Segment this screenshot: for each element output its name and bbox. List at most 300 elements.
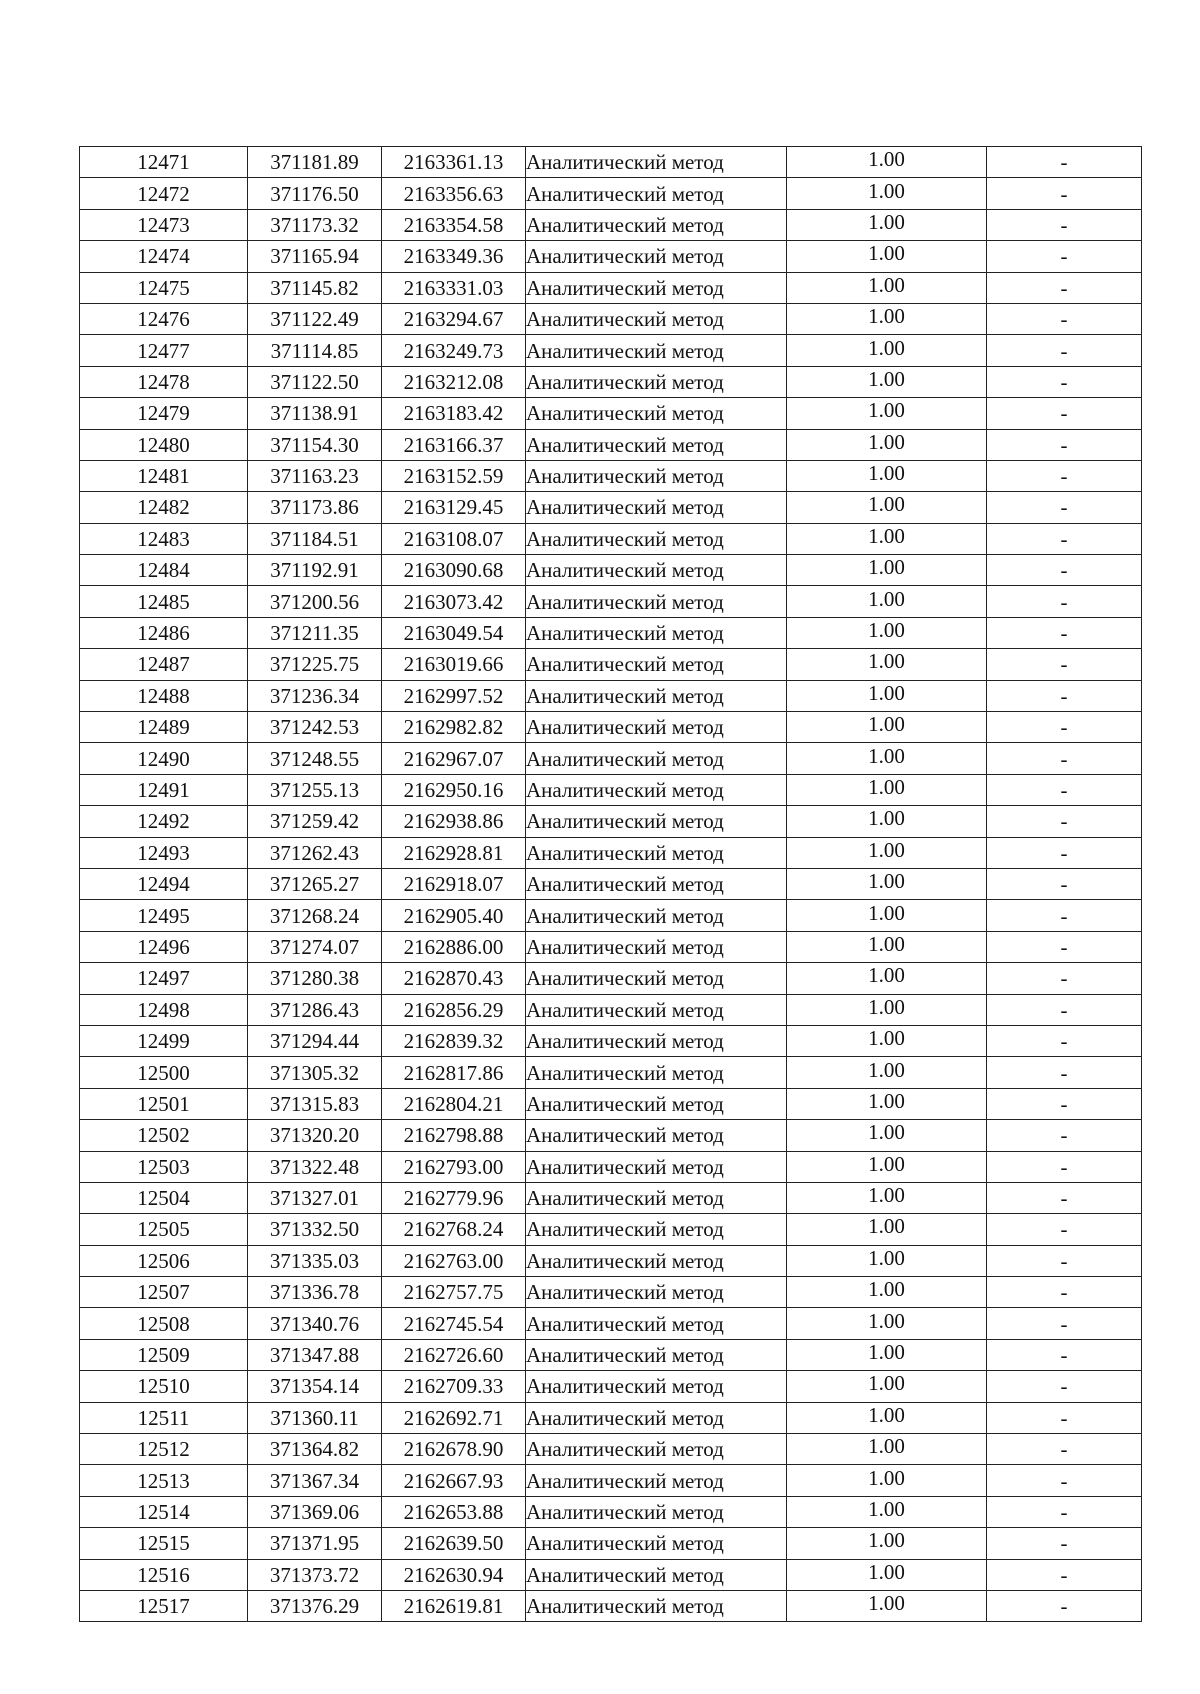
accuracy-cell bbox=[787, 1277, 987, 1308]
x-coordinate-cell: 371315.83 bbox=[248, 1088, 382, 1119]
y-coordinate-cell: 2162856.29 bbox=[382, 994, 526, 1025]
table-row bbox=[80, 555, 1142, 586]
y-coordinate-cell: 2162779.96 bbox=[382, 1182, 526, 1213]
table-row bbox=[80, 523, 1142, 554]
y-coordinate-cell: 2163129.45 bbox=[382, 492, 526, 523]
accuracy-cell bbox=[787, 680, 987, 711]
y-coordinate-cell: 2162678.90 bbox=[382, 1434, 526, 1465]
y-coordinate-cell: 2162709.33 bbox=[382, 1371, 526, 1402]
accuracy-cell bbox=[787, 963, 987, 994]
note-cell: - bbox=[987, 147, 1142, 178]
note-cell: - bbox=[987, 1308, 1142, 1339]
x-coordinate-cell: 371354.14 bbox=[248, 1371, 382, 1402]
accuracy-cell-value: 1.00 bbox=[868, 963, 905, 988]
y-coordinate-cell: 2163090.68 bbox=[382, 555, 526, 586]
point-number-cell: 12507 bbox=[80, 1277, 248, 1308]
accuracy-cell-value: 1.00 bbox=[868, 1057, 905, 1082]
note-cell: - bbox=[987, 335, 1142, 366]
method-cell: Аналитический метод bbox=[526, 900, 787, 931]
accuracy-cell-value: 1.00 bbox=[868, 461, 905, 486]
note-cell: - bbox=[987, 837, 1142, 868]
point-number-cell: 12516 bbox=[80, 1559, 248, 1590]
method-cell: Аналитический метод bbox=[526, 1245, 787, 1276]
note-cell: - bbox=[987, 1182, 1142, 1213]
note-cell: - bbox=[987, 1496, 1142, 1527]
point-number-cell: 12509 bbox=[80, 1339, 248, 1370]
point-number-cell: 12474 bbox=[80, 241, 248, 272]
accuracy-cell bbox=[787, 586, 987, 617]
point-number-cell: 12482 bbox=[80, 492, 248, 523]
accuracy-cell bbox=[787, 806, 987, 837]
y-coordinate-cell: 2163166.37 bbox=[382, 429, 526, 460]
point-number-cell: 12485 bbox=[80, 586, 248, 617]
point-number-cell: 12483 bbox=[80, 523, 248, 554]
note-cell: - bbox=[987, 1245, 1142, 1276]
point-number-cell: 12494 bbox=[80, 868, 248, 899]
coordinates-table-body bbox=[80, 147, 1142, 1622]
point-number-cell: 12505 bbox=[80, 1214, 248, 1245]
method-cell: Аналитический метод bbox=[526, 1088, 787, 1119]
note-cell: - bbox=[987, 963, 1142, 994]
point-number-cell: 12510 bbox=[80, 1371, 248, 1402]
method-cell: Аналитический метод bbox=[526, 743, 787, 774]
note-cell: - bbox=[987, 1339, 1142, 1370]
point-number-cell: 12501 bbox=[80, 1088, 248, 1119]
accuracy-cell-value: 1.00 bbox=[868, 680, 905, 705]
table-row bbox=[80, 241, 1142, 272]
x-coordinate-cell: 371114.85 bbox=[248, 335, 382, 366]
accuracy-cell bbox=[787, 837, 987, 868]
note-cell: - bbox=[987, 1151, 1142, 1182]
y-coordinate-cell: 2162905.40 bbox=[382, 900, 526, 931]
table-row bbox=[80, 774, 1142, 805]
y-coordinate-cell: 2162763.00 bbox=[382, 1245, 526, 1276]
point-number-cell: 12488 bbox=[80, 680, 248, 711]
table-row bbox=[80, 1465, 1142, 1496]
x-coordinate-cell: 371165.94 bbox=[248, 241, 382, 272]
accuracy-cell-value: 1.00 bbox=[868, 806, 905, 831]
y-coordinate-cell: 2163073.42 bbox=[382, 586, 526, 617]
table-row bbox=[80, 680, 1142, 711]
point-number-cell: 12477 bbox=[80, 335, 248, 366]
accuracy-cell-value: 1.00 bbox=[868, 712, 905, 737]
accuracy-cell-value: 1.00 bbox=[868, 837, 905, 862]
note-cell: - bbox=[987, 712, 1142, 743]
accuracy-cell bbox=[787, 1120, 987, 1151]
accuracy-cell-value: 1.00 bbox=[868, 900, 905, 925]
accuracy-cell-value: 1.00 bbox=[868, 1340, 905, 1365]
table-row bbox=[80, 398, 1142, 429]
point-number-cell: 12508 bbox=[80, 1308, 248, 1339]
accuracy-cell bbox=[787, 1590, 987, 1621]
note-cell: - bbox=[987, 1402, 1142, 1433]
point-number-cell: 12515 bbox=[80, 1528, 248, 1559]
accuracy-cell bbox=[787, 1465, 987, 1496]
method-cell: Аналитический метод bbox=[526, 523, 787, 554]
method-cell: Аналитический метод bbox=[526, 837, 787, 868]
x-coordinate-cell: 371347.88 bbox=[248, 1339, 382, 1370]
accuracy-cell-value: 1.00 bbox=[868, 178, 905, 203]
table-row bbox=[80, 1245, 1142, 1276]
method-cell: Аналитический метод bbox=[526, 994, 787, 1025]
accuracy-cell-value: 1.00 bbox=[868, 241, 905, 266]
table-row bbox=[80, 147, 1142, 178]
note-cell: - bbox=[987, 1559, 1142, 1590]
note-cell: - bbox=[987, 178, 1142, 209]
method-cell: Аналитический метод bbox=[526, 1214, 787, 1245]
y-coordinate-cell: 2162630.94 bbox=[382, 1559, 526, 1590]
accuracy-cell bbox=[787, 1371, 987, 1402]
y-coordinate-cell: 2163356.63 bbox=[382, 178, 526, 209]
y-coordinate-cell: 2162967.07 bbox=[382, 743, 526, 774]
y-coordinate-cell: 2162886.00 bbox=[382, 931, 526, 962]
accuracy-cell bbox=[787, 398, 987, 429]
point-number-cell: 12517 bbox=[80, 1590, 248, 1621]
x-coordinate-cell: 371274.07 bbox=[248, 931, 382, 962]
accuracy-cell bbox=[787, 1214, 987, 1245]
point-number-cell: 12511 bbox=[80, 1402, 248, 1433]
y-coordinate-cell: 2162619.81 bbox=[382, 1590, 526, 1621]
note-cell: - bbox=[987, 429, 1142, 460]
accuracy-cell bbox=[787, 1057, 987, 1088]
note-cell: - bbox=[987, 806, 1142, 837]
x-coordinate-cell: 371280.38 bbox=[248, 963, 382, 994]
point-number-cell: 12498 bbox=[80, 994, 248, 1025]
x-coordinate-cell: 371154.30 bbox=[248, 429, 382, 460]
accuracy-cell-value: 1.00 bbox=[868, 649, 905, 674]
method-cell: Аналитический метод bbox=[526, 931, 787, 962]
note-cell: - bbox=[987, 1277, 1142, 1308]
accuracy-cell bbox=[787, 617, 987, 648]
x-coordinate-cell: 371242.53 bbox=[248, 712, 382, 743]
table-row bbox=[80, 1402, 1142, 1433]
x-coordinate-cell: 371371.95 bbox=[248, 1528, 382, 1559]
method-cell: Аналитический метод bbox=[526, 555, 787, 586]
note-cell: - bbox=[987, 1088, 1142, 1119]
x-coordinate-cell: 371176.50 bbox=[248, 178, 382, 209]
accuracy-cell bbox=[787, 209, 987, 240]
note-cell: - bbox=[987, 398, 1142, 429]
table-row bbox=[80, 1151, 1142, 1182]
point-number-cell: 12506 bbox=[80, 1245, 248, 1276]
note-cell: - bbox=[987, 1214, 1142, 1245]
accuracy-cell bbox=[787, 241, 987, 272]
table-row bbox=[80, 837, 1142, 868]
point-number-cell: 12490 bbox=[80, 743, 248, 774]
accuracy-cell-value: 1.00 bbox=[868, 1026, 905, 1051]
table-row bbox=[80, 931, 1142, 962]
note-cell: - bbox=[987, 680, 1142, 711]
y-coordinate-cell: 2162938.86 bbox=[382, 806, 526, 837]
note-cell: - bbox=[987, 241, 1142, 272]
y-coordinate-cell: 2162798.88 bbox=[382, 1120, 526, 1151]
y-coordinate-cell: 2162653.88 bbox=[382, 1496, 526, 1527]
x-coordinate-cell: 371364.82 bbox=[248, 1434, 382, 1465]
x-coordinate-cell: 371367.34 bbox=[248, 1465, 382, 1496]
y-coordinate-cell: 2162667.93 bbox=[382, 1465, 526, 1496]
note-cell: - bbox=[987, 994, 1142, 1025]
accuracy-cell bbox=[787, 178, 987, 209]
accuracy-cell-value: 1.00 bbox=[868, 618, 905, 643]
note-cell: - bbox=[987, 460, 1142, 491]
table-row bbox=[80, 1308, 1142, 1339]
method-cell: Аналитический метод bbox=[526, 1277, 787, 1308]
y-coordinate-cell: 2163294.67 bbox=[382, 303, 526, 334]
point-number-cell: 12496 bbox=[80, 931, 248, 962]
accuracy-cell-value: 1.00 bbox=[868, 492, 905, 517]
y-coordinate-cell: 2162726.60 bbox=[382, 1339, 526, 1370]
accuracy-cell-value: 1.00 bbox=[868, 1591, 905, 1616]
accuracy-cell bbox=[787, 1025, 987, 1056]
accuracy-cell-value: 1.00 bbox=[868, 429, 905, 454]
y-coordinate-cell: 2163183.42 bbox=[382, 398, 526, 429]
note-cell: - bbox=[987, 209, 1142, 240]
method-cell: Аналитический метод bbox=[526, 806, 787, 837]
y-coordinate-cell: 2163152.59 bbox=[382, 460, 526, 491]
accuracy-cell bbox=[787, 335, 987, 366]
method-cell: Аналитический метод bbox=[526, 712, 787, 743]
method-cell: Аналитический метод bbox=[526, 241, 787, 272]
accuracy-cell-value: 1.00 bbox=[868, 1088, 905, 1113]
method-cell: Аналитический метод bbox=[526, 963, 787, 994]
table-row bbox=[80, 335, 1142, 366]
note-cell: - bbox=[987, 1025, 1142, 1056]
x-coordinate-cell: 371145.82 bbox=[248, 272, 382, 303]
accuracy-cell-value: 1.00 bbox=[868, 1496, 905, 1521]
method-cell: Аналитический метод bbox=[526, 1057, 787, 1088]
y-coordinate-cell: 2162870.43 bbox=[382, 963, 526, 994]
method-cell: Аналитический метод bbox=[526, 303, 787, 334]
y-coordinate-cell: 2163212.08 bbox=[382, 366, 526, 397]
accuracy-cell bbox=[787, 303, 987, 334]
table-row bbox=[80, 1371, 1142, 1402]
method-cell: Аналитический метод bbox=[526, 1308, 787, 1339]
x-coordinate-cell: 371259.42 bbox=[248, 806, 382, 837]
point-number-cell: 12495 bbox=[80, 900, 248, 931]
accuracy-cell bbox=[787, 994, 987, 1025]
y-coordinate-cell: 2162997.52 bbox=[382, 680, 526, 711]
table-row bbox=[80, 586, 1142, 617]
accuracy-cell bbox=[787, 272, 987, 303]
table-row bbox=[80, 1559, 1142, 1590]
y-coordinate-cell: 2163249.73 bbox=[382, 335, 526, 366]
note-cell: - bbox=[987, 1465, 1142, 1496]
accuracy-cell-value: 1.00 bbox=[868, 147, 905, 172]
y-coordinate-cell: 2163331.03 bbox=[382, 272, 526, 303]
point-number-cell: 12500 bbox=[80, 1057, 248, 1088]
point-number-cell: 12503 bbox=[80, 1151, 248, 1182]
accuracy-cell bbox=[787, 1402, 987, 1433]
method-cell: Аналитический метод bbox=[526, 1434, 787, 1465]
accuracy-cell-value: 1.00 bbox=[868, 398, 905, 423]
table-row bbox=[80, 806, 1142, 837]
accuracy-cell bbox=[787, 900, 987, 931]
x-coordinate-cell: 371369.06 bbox=[248, 1496, 382, 1527]
y-coordinate-cell: 2162639.50 bbox=[382, 1528, 526, 1559]
point-number-cell: 12512 bbox=[80, 1434, 248, 1465]
note-cell: - bbox=[987, 1371, 1142, 1402]
method-cell: Аналитический метод bbox=[526, 1528, 787, 1559]
accuracy-cell-value: 1.00 bbox=[868, 1120, 905, 1145]
accuracy-cell bbox=[787, 1528, 987, 1559]
accuracy-cell bbox=[787, 492, 987, 523]
table-row bbox=[80, 963, 1142, 994]
accuracy-cell-value: 1.00 bbox=[868, 586, 905, 611]
y-coordinate-cell: 2163354.58 bbox=[382, 209, 526, 240]
accuracy-cell-value: 1.00 bbox=[868, 523, 905, 548]
accuracy-cell bbox=[787, 1308, 987, 1339]
method-cell: Аналитический метод bbox=[526, 398, 787, 429]
accuracy-cell bbox=[787, 366, 987, 397]
table-row bbox=[80, 743, 1142, 774]
y-coordinate-cell: 2162839.32 bbox=[382, 1025, 526, 1056]
table-row bbox=[80, 617, 1142, 648]
accuracy-cell bbox=[787, 712, 987, 743]
note-cell: - bbox=[987, 649, 1142, 680]
accuracy-cell-value: 1.00 bbox=[868, 555, 905, 580]
accuracy-cell bbox=[787, 931, 987, 962]
accuracy-cell-value: 1.00 bbox=[868, 209, 905, 234]
method-cell: Аналитический метод bbox=[526, 366, 787, 397]
y-coordinate-cell: 2162692.71 bbox=[382, 1402, 526, 1433]
x-coordinate-cell: 371211.35 bbox=[248, 617, 382, 648]
x-coordinate-cell: 371173.32 bbox=[248, 209, 382, 240]
method-cell: Аналитический метод bbox=[526, 1590, 787, 1621]
x-coordinate-cell: 371294.44 bbox=[248, 1025, 382, 1056]
accuracy-cell-value: 1.00 bbox=[868, 272, 905, 297]
point-number-cell: 12504 bbox=[80, 1182, 248, 1213]
note-cell: - bbox=[987, 366, 1142, 397]
accuracy-cell-value: 1.00 bbox=[868, 1183, 905, 1208]
method-cell: Аналитический метод bbox=[526, 1339, 787, 1370]
point-number-cell: 12486 bbox=[80, 617, 248, 648]
point-number-cell: 12499 bbox=[80, 1025, 248, 1056]
x-coordinate-cell: 371373.72 bbox=[248, 1559, 382, 1590]
accuracy-cell bbox=[787, 1339, 987, 1370]
point-number-cell: 12514 bbox=[80, 1496, 248, 1527]
accuracy-cell bbox=[787, 460, 987, 491]
note-cell: - bbox=[987, 523, 1142, 554]
accuracy-cell bbox=[787, 429, 987, 460]
method-cell: Аналитический метод bbox=[526, 1559, 787, 1590]
accuracy-cell-value: 1.00 bbox=[868, 1528, 905, 1553]
accuracy-cell bbox=[787, 523, 987, 554]
note-cell: - bbox=[987, 1057, 1142, 1088]
y-coordinate-cell: 2162745.54 bbox=[382, 1308, 526, 1339]
method-cell: Аналитический метод bbox=[526, 178, 787, 209]
point-number-cell: 12476 bbox=[80, 303, 248, 334]
point-number-cell: 12489 bbox=[80, 712, 248, 743]
note-cell: - bbox=[987, 1528, 1142, 1559]
accuracy-cell-value: 1.00 bbox=[868, 1277, 905, 1302]
y-coordinate-cell: 2162928.81 bbox=[382, 837, 526, 868]
point-number-cell: 12479 bbox=[80, 398, 248, 429]
method-cell: Аналитический метод bbox=[526, 1402, 787, 1433]
table-row bbox=[80, 429, 1142, 460]
method-cell: Аналитический метод bbox=[526, 774, 787, 805]
x-coordinate-cell: 371335.03 bbox=[248, 1245, 382, 1276]
table-row bbox=[80, 868, 1142, 899]
method-cell: Аналитический метод bbox=[526, 1465, 787, 1496]
x-coordinate-cell: 371360.11 bbox=[248, 1402, 382, 1433]
accuracy-cell-value: 1.00 bbox=[868, 1371, 905, 1396]
accuracy-cell bbox=[787, 1496, 987, 1527]
method-cell: Аналитический метод bbox=[526, 1182, 787, 1213]
accuracy-cell bbox=[787, 1182, 987, 1213]
x-coordinate-cell: 371265.27 bbox=[248, 868, 382, 899]
method-cell: Аналитический метод bbox=[526, 147, 787, 178]
method-cell: Аналитический метод bbox=[526, 1025, 787, 1056]
table-row bbox=[80, 1434, 1142, 1465]
table-row bbox=[80, 1339, 1142, 1370]
method-cell: Аналитический метод bbox=[526, 209, 787, 240]
method-cell: Аналитический метод bbox=[526, 1120, 787, 1151]
note-cell: - bbox=[987, 931, 1142, 962]
table-row bbox=[80, 209, 1142, 240]
point-number-cell: 12478 bbox=[80, 366, 248, 397]
accuracy-cell-value: 1.00 bbox=[868, 335, 905, 360]
table-row bbox=[80, 649, 1142, 680]
accuracy-cell-value: 1.00 bbox=[868, 743, 905, 768]
accuracy-cell bbox=[787, 649, 987, 680]
x-coordinate-cell: 371200.56 bbox=[248, 586, 382, 617]
method-cell: Аналитический метод bbox=[526, 649, 787, 680]
table-row bbox=[80, 1277, 1142, 1308]
table-row bbox=[80, 366, 1142, 397]
x-coordinate-cell: 371225.75 bbox=[248, 649, 382, 680]
note-cell: - bbox=[987, 900, 1142, 931]
accuracy-cell-value: 1.00 bbox=[868, 994, 905, 1019]
table-row bbox=[80, 178, 1142, 209]
accuracy-cell bbox=[787, 868, 987, 899]
accuracy-cell-value: 1.00 bbox=[868, 931, 905, 956]
method-cell: Аналитический метод bbox=[526, 1496, 787, 1527]
table-row bbox=[80, 1182, 1142, 1213]
table-row bbox=[80, 460, 1142, 491]
accuracy-cell bbox=[787, 555, 987, 586]
y-coordinate-cell: 2162804.21 bbox=[382, 1088, 526, 1119]
point-number-cell: 12475 bbox=[80, 272, 248, 303]
x-coordinate-cell: 371163.23 bbox=[248, 460, 382, 491]
note-cell: - bbox=[987, 868, 1142, 899]
x-coordinate-cell: 371327.01 bbox=[248, 1182, 382, 1213]
accuracy-cell-value: 1.00 bbox=[868, 775, 905, 799]
table-row bbox=[80, 303, 1142, 334]
x-coordinate-cell: 371286.43 bbox=[248, 994, 382, 1025]
accuracy-cell bbox=[787, 1434, 987, 1465]
x-coordinate-cell: 371138.91 bbox=[248, 398, 382, 429]
note-cell: - bbox=[987, 617, 1142, 648]
y-coordinate-cell: 2162793.00 bbox=[382, 1151, 526, 1182]
accuracy-cell-value: 1.00 bbox=[868, 366, 905, 391]
y-coordinate-cell: 2163349.36 bbox=[382, 241, 526, 272]
table-row bbox=[80, 272, 1142, 303]
point-number-cell: 12491 bbox=[80, 774, 248, 805]
method-cell: Аналитический метод bbox=[526, 586, 787, 617]
y-coordinate-cell: 2162817.86 bbox=[382, 1057, 526, 1088]
x-coordinate-cell: 371305.32 bbox=[248, 1057, 382, 1088]
x-coordinate-cell: 371192.91 bbox=[248, 555, 382, 586]
table-row bbox=[80, 1057, 1142, 1088]
table-row bbox=[80, 994, 1142, 1025]
x-coordinate-cell: 371262.43 bbox=[248, 837, 382, 868]
y-coordinate-cell: 2162768.24 bbox=[382, 1214, 526, 1245]
table-row bbox=[80, 1590, 1142, 1621]
note-cell: - bbox=[987, 303, 1142, 334]
x-coordinate-cell: 371181.89 bbox=[248, 147, 382, 178]
point-number-cell: 12484 bbox=[80, 555, 248, 586]
accuracy-cell-value: 1.00 bbox=[868, 1434, 905, 1459]
